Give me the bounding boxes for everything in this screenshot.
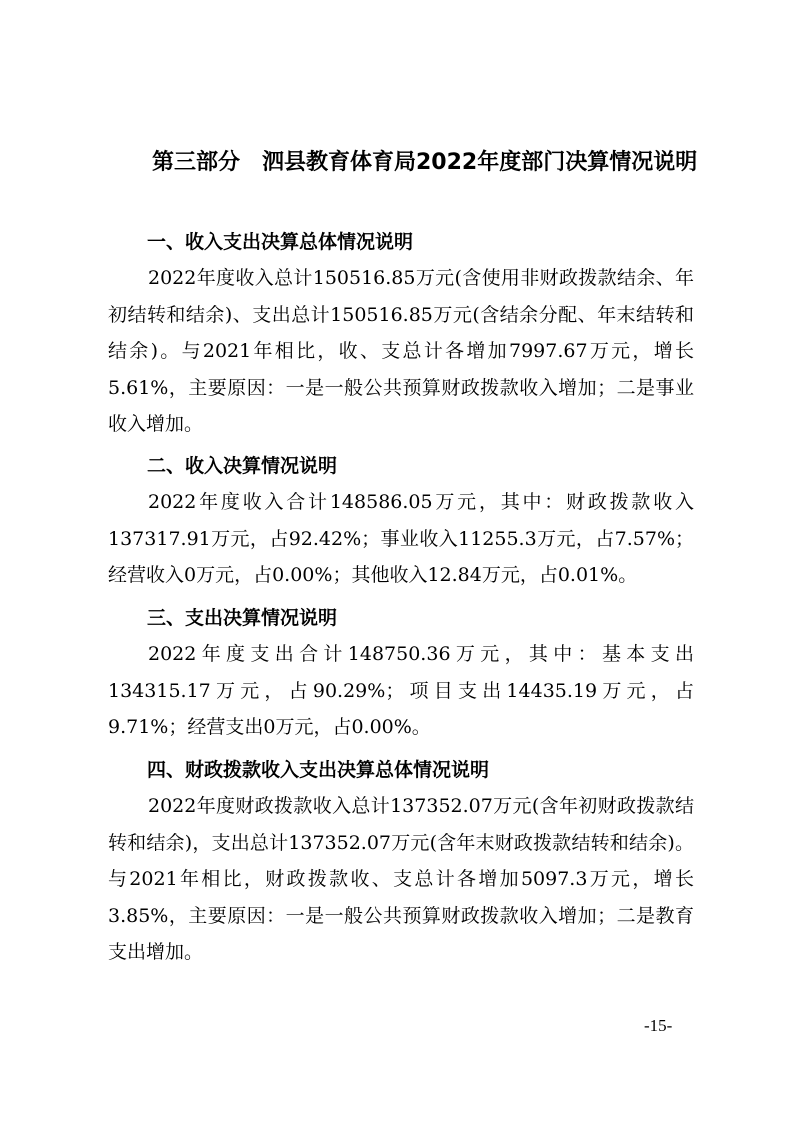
page-number: -15- [644,1016,673,1035]
section-paragraph-4: 2022年度财政拨款收入总计137352.07万元(含年初财政拨款结转和结余)，支出总计137352.07万元(含年末财政拨款结转和结余)。与2021年相比，财政拨款收、支总计各增加5097.3万元，增长3.85%，主要原因：一是一般公共预算财政拨款收入增加；二是教育支出增加。 [108,795,694,963]
section-paragraph-3: 2022年度支出合计148750.36万元，其中：基本支出134315.17万元，占90.29%；项目支出14435.19万元，占9.71%；经营支出0万元，占0.00%。 [108,643,694,738]
section-paragraph-2: 2022年度收入合计148586.05万元，其中：财政拨款收入137317.91万元，占92.42%；事业收入11255.3万元，占7.57%；经营收入0万元，占0.00%；其他收入12.84万元，占0.01%。 [108,491,694,586]
section-paragraph-1: 2022年度收入总计150516.85万元(含使用非财政拨款结余、年初结转和结余)、支出总计150516.85万元(含结余分配、年末结转和结余)。与2021年相比，收、支总计各增加7997.67万元，增长5.61%，主要原因：一是一般公共预算财政拨款收入增加；二是事业收入增加。 [108,267,694,435]
section-heading-2: 二、收入决算情况说明 [147,455,338,477]
page-title: 第三部分 泗县教育体育局2022年度部门决算情况说明 [152,150,698,175]
section-heading-4: 四、财政拨款收入支出决算总体情况说明 [147,759,490,781]
section-heading-1: 一、收入支出决算总体情况说明 [147,231,414,253]
section-heading-3: 三、支出决算情况说明 [147,607,338,629]
